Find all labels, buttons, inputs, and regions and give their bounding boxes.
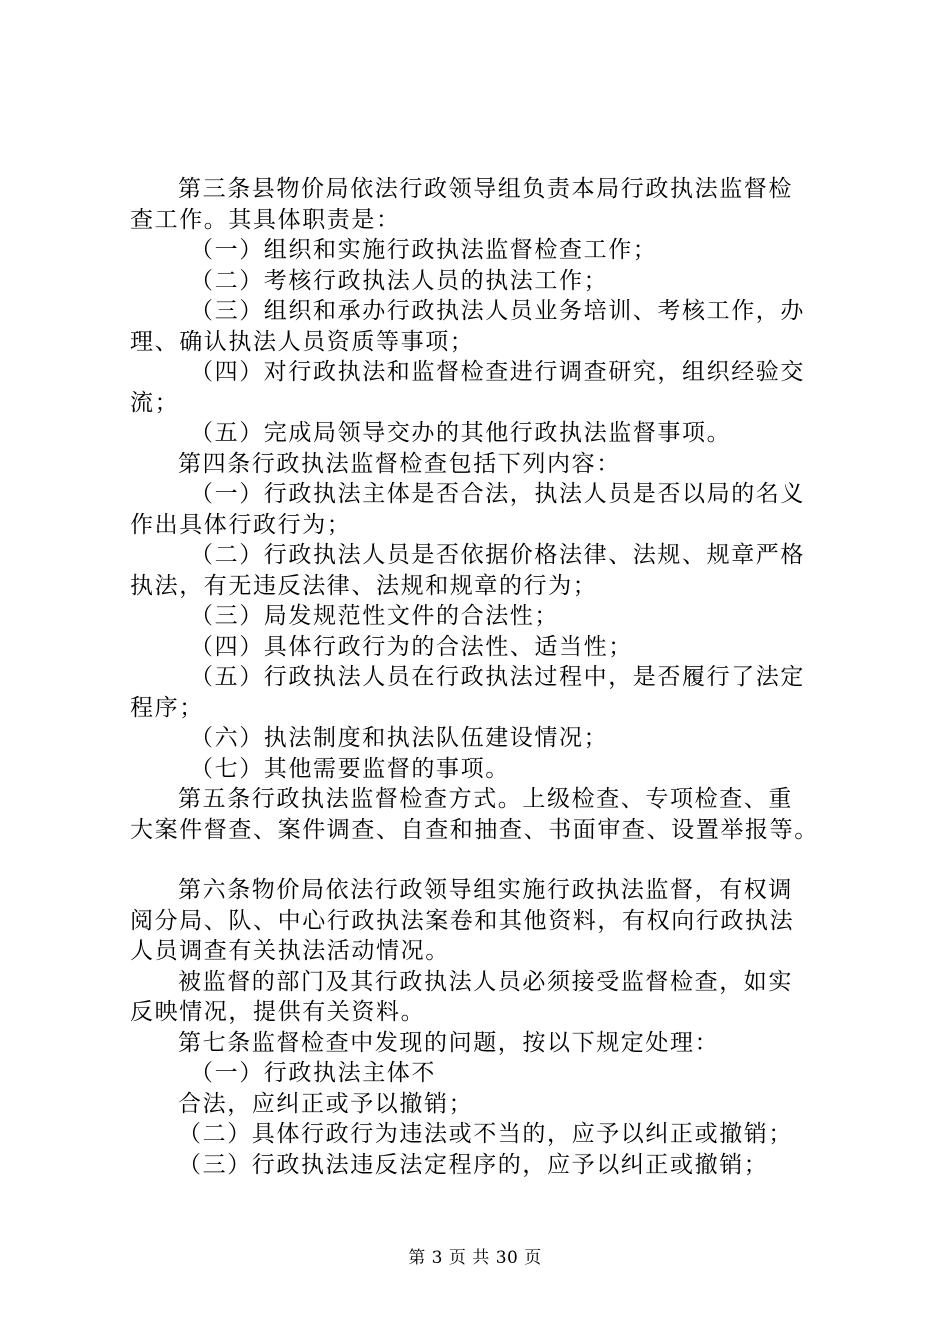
article-6-line-2: 阅分局、队、中心行政执法案卷和其他资料，有权向行政执法 [130,907,795,934]
paragraph-gap [130,845,846,875]
article-5-line-2: 大案件督查、案件调查、自查和抽查、书面审查、设置举报等。 [130,816,819,843]
article-3-item-4-line-2: 流； [130,389,180,416]
article-6-line-3: 人员调查有关执法活动情况。 [130,938,450,964]
article-7-item-3: （三）行政执法违反法定程序的，应予以纠正或撤销； [178,1151,769,1178]
article-7-item-1-line-2: 合法，应纠正或予以撤销； [178,1090,474,1117]
article-4-item-3: （三）局发规范性文件的合法性； [190,603,559,629]
article-4-item-2-line-2: 执法，有无违反法律、法规和规章的行为； [130,572,598,599]
article-4-item-5-line-2: 程序； [130,694,204,721]
article-7-item-1-line-1: （一）行政执法主体不 [190,1060,436,1086]
article-3-item-1: （一）组织和实施行政执法监督检查工作； [190,237,658,263]
article-3-line-1: 第三条县物价局依法行政领导组负责本局行政执法监督检 [178,176,793,202]
article-6-para-2-line-2: 反映情况，提供有关资料。 [130,999,426,1025]
article-4-item-1-line-1: （一）行政执法主体是否合法，执法人员是否以局的名义 [190,481,805,507]
article-4-item-1-line-2: 作出具体行政行为； [130,511,352,538]
article-4-item-2-line-1: （二）行政执法人员是否依据价格法律、法规、规章严格 [190,542,805,568]
article-4-item-6: （六）执法制度和执法队伍建设情况； [190,725,609,751]
article-3-line-2: 查工作。其具体职责是： [130,206,401,233]
page-number-footer: 第 3 页 共 30 页 [408,1248,542,1268]
article-7-item-2: （二）具体行政行为违法或不当的，应予以纠正或撤销； [178,1121,793,1147]
article-3-item-5: （五）完成局领导交办的其他行政执法监督事项。 [190,420,732,446]
article-4-heading: 第四条行政执法监督检查包括下列内容： [178,450,621,477]
article-4-item-7: （七）其他需要监督的事项。 [190,755,510,782]
article-6-line-1: 第六条物价局依法行政领导组实施行政执法监督，有权调 [178,877,793,903]
article-3-item-4-line-1: （四）对行政执法和监督检查进行调查研究，组织经验交 [190,359,805,385]
article-5-line-1: 第五条行政执法监督检查方式。上级检查、专项检查、重 [178,786,793,812]
article-3-item-3-line-2: 理、确认执法人员资质等事项； [130,328,475,355]
article-3-item-2: （二）考核行政执法人员的执法工作； [190,267,609,294]
article-6-para-2-line-1: 被监督的部门及其行政执法人员必须接受监督检查，如实 [178,968,793,995]
article-4-item-5-line-1: （五）行政执法人员在行政执法过程中，是否履行了法定 [190,664,805,690]
article-7-heading: 第七条监督检查中发现的问题，按以下规定处理： [178,1029,720,1056]
document-body [130,174,846,1180]
article-3-item-3-line-1: （三）组织和承办行政执法人员业务培训、考核工作，办 [190,298,805,324]
article-4-item-4: （四）具体行政行为的合法性、适当性； [190,633,633,660]
